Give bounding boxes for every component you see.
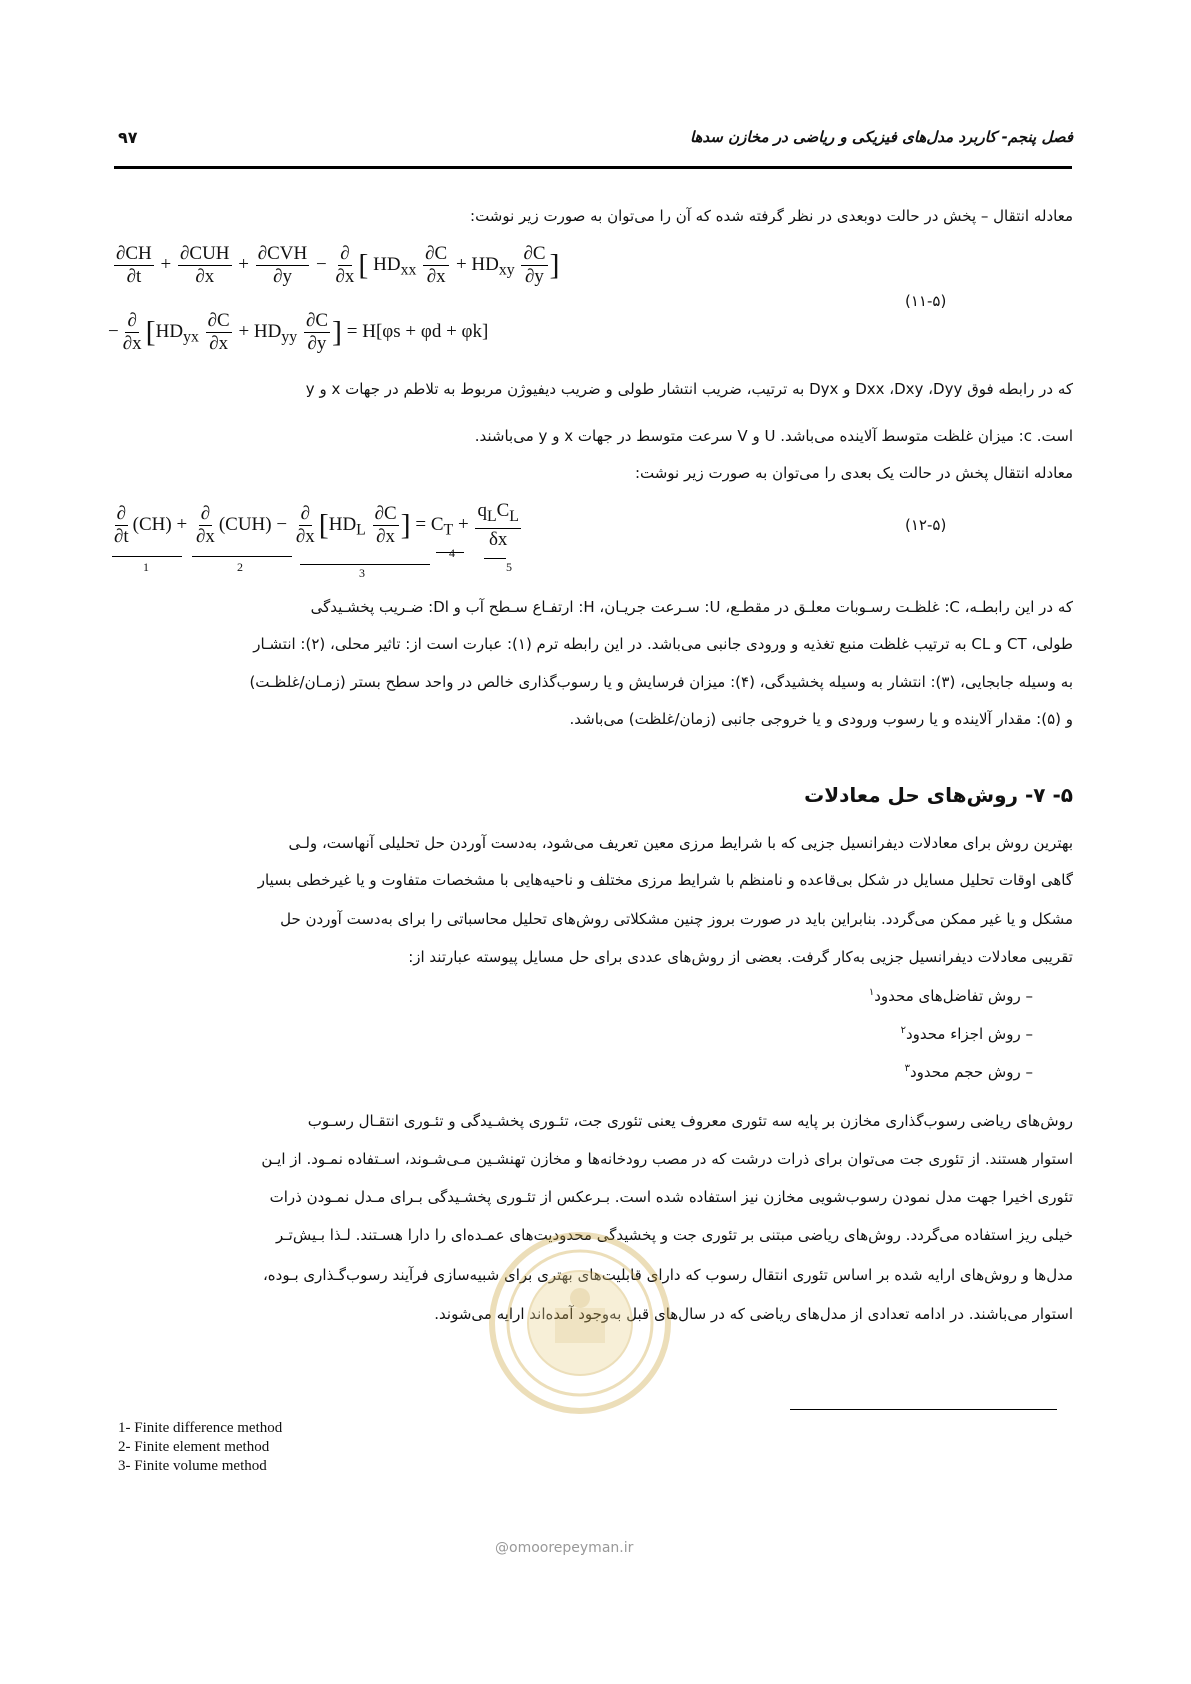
- header-rule: [114, 166, 1072, 169]
- brace-term-5: [484, 552, 506, 559]
- para-models-line1: روش‌های ریاضی رسوب‌گذاری مخازن بر پایه سه تئوری معروف یعنی تئوری جت، تئـوری پخشـیدگی و تئـوری انتقـال رسـوب: [307, 1112, 1073, 1130]
- brace-term-3: [300, 558, 430, 565]
- equation-number-11-5: (۱۱-۵): [905, 292, 947, 310]
- para-1d-line2: طولی، CT و CL به ترتیب غلظت منبع تغذیه و ورودی جانبی می‌باشد. در این رابطه ترم (۱): عبارت است از: تاثیر محلی، (۲): انتشـار: [253, 635, 1073, 653]
- brace-label-2: 2: [237, 560, 243, 574]
- watermark-seal-icon: [485, 1228, 675, 1418]
- para-1d-line4: و (۵): مقدار آلاینده و یا رسوب ورودی و یا خروجی جانبی (زمان/غلظت) می‌باشد.: [569, 710, 1073, 728]
- equation-11-5-line1: $\frac{\partial CH}{\partial t}$ + $\frac{\text{∂CUH}}{\partial x}$ + $\frac{\text{∂CVH}}{\partial y}$ − $\frac{\partial}{\partial x}$ [ $HD_{xx}$ $\frac{\partial C}{\partial x}$ + $HD_{xy}$ $\frac{\partial C}{\partial y}$ ]: [116, 243, 560, 287]
- intro-2d-text: معادله انتقال – پخش در حالت دوبعدی در نظر گرفته شده که آن را می‌توان به صورت زیر نوشت:: [470, 207, 1073, 225]
- bullet-finite-element: – روش اجزاء محدود$^۲$: [900, 1025, 1033, 1043]
- equation-12-5: $\frac{\partial}{\partial t}$ (CH) + $\frac{\partial}{\partial x}$ (CUH) − $\frac{\partial}{\partial x}$ [$HD_L$ $\frac{\partial C}{\partial x}$ ] = $C_T$ + $\frac{q_LC_L}{\delta x}$: [114, 500, 519, 550]
- para-2d-line1: که در رابطه فوق Dxx ،Dxy ،Dyy و Dyx به ترتیب، ضریب انتشار طولی و ضریب دیفیوژن مربوط به تلاطم در جهات x و y: [305, 380, 1073, 398]
- brace-label-3: 3: [359, 566, 365, 580]
- footnote-1: 1- Finite difference method: [118, 1420, 283, 1436]
- para-methods-line1: بهترین روش برای معادلات دیفرانسیل جزیی که با شرایط مرزی معین تعریف می‌شود، به‌دست آوردن حل تحلیلی آنهاست، ولـی: [288, 834, 1073, 852]
- brace-label-4: 4: [449, 546, 455, 560]
- equation-number-12-5: (۱۲-۵): [905, 516, 947, 534]
- brace-term-2: [192, 550, 292, 557]
- para-2d-line2: است. c: میزان غلظت متوسط آلاینده می‌باشد. U و V سرعت متوسط در جهات x و y می‌باشند.: [474, 427, 1073, 445]
- footnote-2: 2- Finite element method: [118, 1439, 270, 1455]
- para-methods-line3: مشکل و یا غیر ممکن می‌گردد. بنابراین باید در صورت بروز چنین مشکلاتی روش‌های تحلیل محاسباتی را برای به‌دست آوردن حل: [280, 910, 1073, 928]
- brace-label-5: 5: [506, 560, 512, 574]
- para-methods-line4: تقریبی معادلات دیفرانسیل جزیی به‌کار گرفت. بعضی از روش‌های عددی برای حل مسایل پیوسته عبارتند از:: [408, 948, 1073, 966]
- equation-11-5-line2: − $\frac{\partial}{\partial x}$ [$HD_{yx}$ $\frac{\partial C}{\partial x}$ + $HD_{yy}$ $\frac{\partial C}{\partial y}$ ] = H[φs + φd + φk]: [108, 310, 489, 354]
- brace-term-1: [112, 550, 182, 557]
- page-number: ۹۷: [118, 128, 138, 147]
- watermark-url: @omoorepeyman.ir: [495, 1540, 634, 1556]
- bullet-finite-difference: – روش تفاضل‌های محدود$^۱$: [868, 987, 1033, 1005]
- intro-1d-text: معادله انتقال پخش در حالت یک بعدی را می‌توان به صورت زیر نوشت:: [634, 464, 1073, 482]
- para-methods-line2: گاهی اوقات تحلیل مسایل در شکل بی‌قاعده و نامنظم با شرایط مرزی مختلف و ناحیه‌هایی با مشخصات متفاوت و یا غیرخطی بسیار: [257, 871, 1073, 889]
- para-models-line6: استوار می‌باشند. در ادامه تعدادی از مدل‌های ریاضی که در سال‌های قبل به‌وجود آمده‌اند ارایه می‌شوند.: [434, 1305, 1073, 1323]
- para-models-line3: تئوری اخیرا جهت مدل نمودن رسوب‌شویی مخازن نیز استفاده شده است. بـرعکس از تئـوری پخشـیدگی بـرای مـدل نمـودن ذرات: [269, 1188, 1073, 1206]
- para-models-line4: خیلی ریز استفاده می‌گردد. روش‌های ریاضی مبتنی بر تئوری جت و پخشیدگی محدودیت‌های عمـده‌ای را دارا هسـتند. لـذا بـیش‌تـر: [275, 1226, 1073, 1244]
- bullet-finite-volume: – روش حجم محدود$^۳$: [904, 1063, 1033, 1081]
- para-1d-line1: که در این رابطـه، C: غلظـت رسـوبات معلـق در مقطـع، U: سـرعت جریـان، H: ارتفـاع سـطح آب و Dl: ضـریب پخشـیدگی: [310, 598, 1073, 616]
- brace-label-1: 1: [143, 560, 149, 574]
- section-heading: ۵- ۷- روش‌های حل معادلات: [804, 783, 1073, 807]
- footnote-rule: [790, 1409, 1057, 1410]
- para-1d-line3: به وسیله جابجایی، (۳): انتشار به وسیله پخشیدگی، (۴): میزان فرسایش و یا رسوب‌گذاری خالص در واحد سطح بستر (زمـان/غلظـت): [249, 673, 1073, 691]
- para-models-line5: مدل‌ها و روش‌های ارایه شده بر اساس تئوری انتقال رسوب که دارای قابلیت‌های بهتری برای شبیه‌سازی فرآیند رسوب‌گـذاری بـوده،: [262, 1266, 1073, 1284]
- footnote-3: 3- Finite volume method: [118, 1458, 267, 1474]
- page-header-title: فصل پنجم- کاربرد مدل‌های فیزیکی و ریاضی در مخازن سدها: [689, 128, 1073, 146]
- para-models-line2: استوار هستند. از تئوری جت می‌توان برای ذرات درشت که در مصب رودخانه‌ها و مخازن تهنشـین مـی‌شـوند، اسـتفاده نمـود. از ایـن: [261, 1150, 1073, 1168]
